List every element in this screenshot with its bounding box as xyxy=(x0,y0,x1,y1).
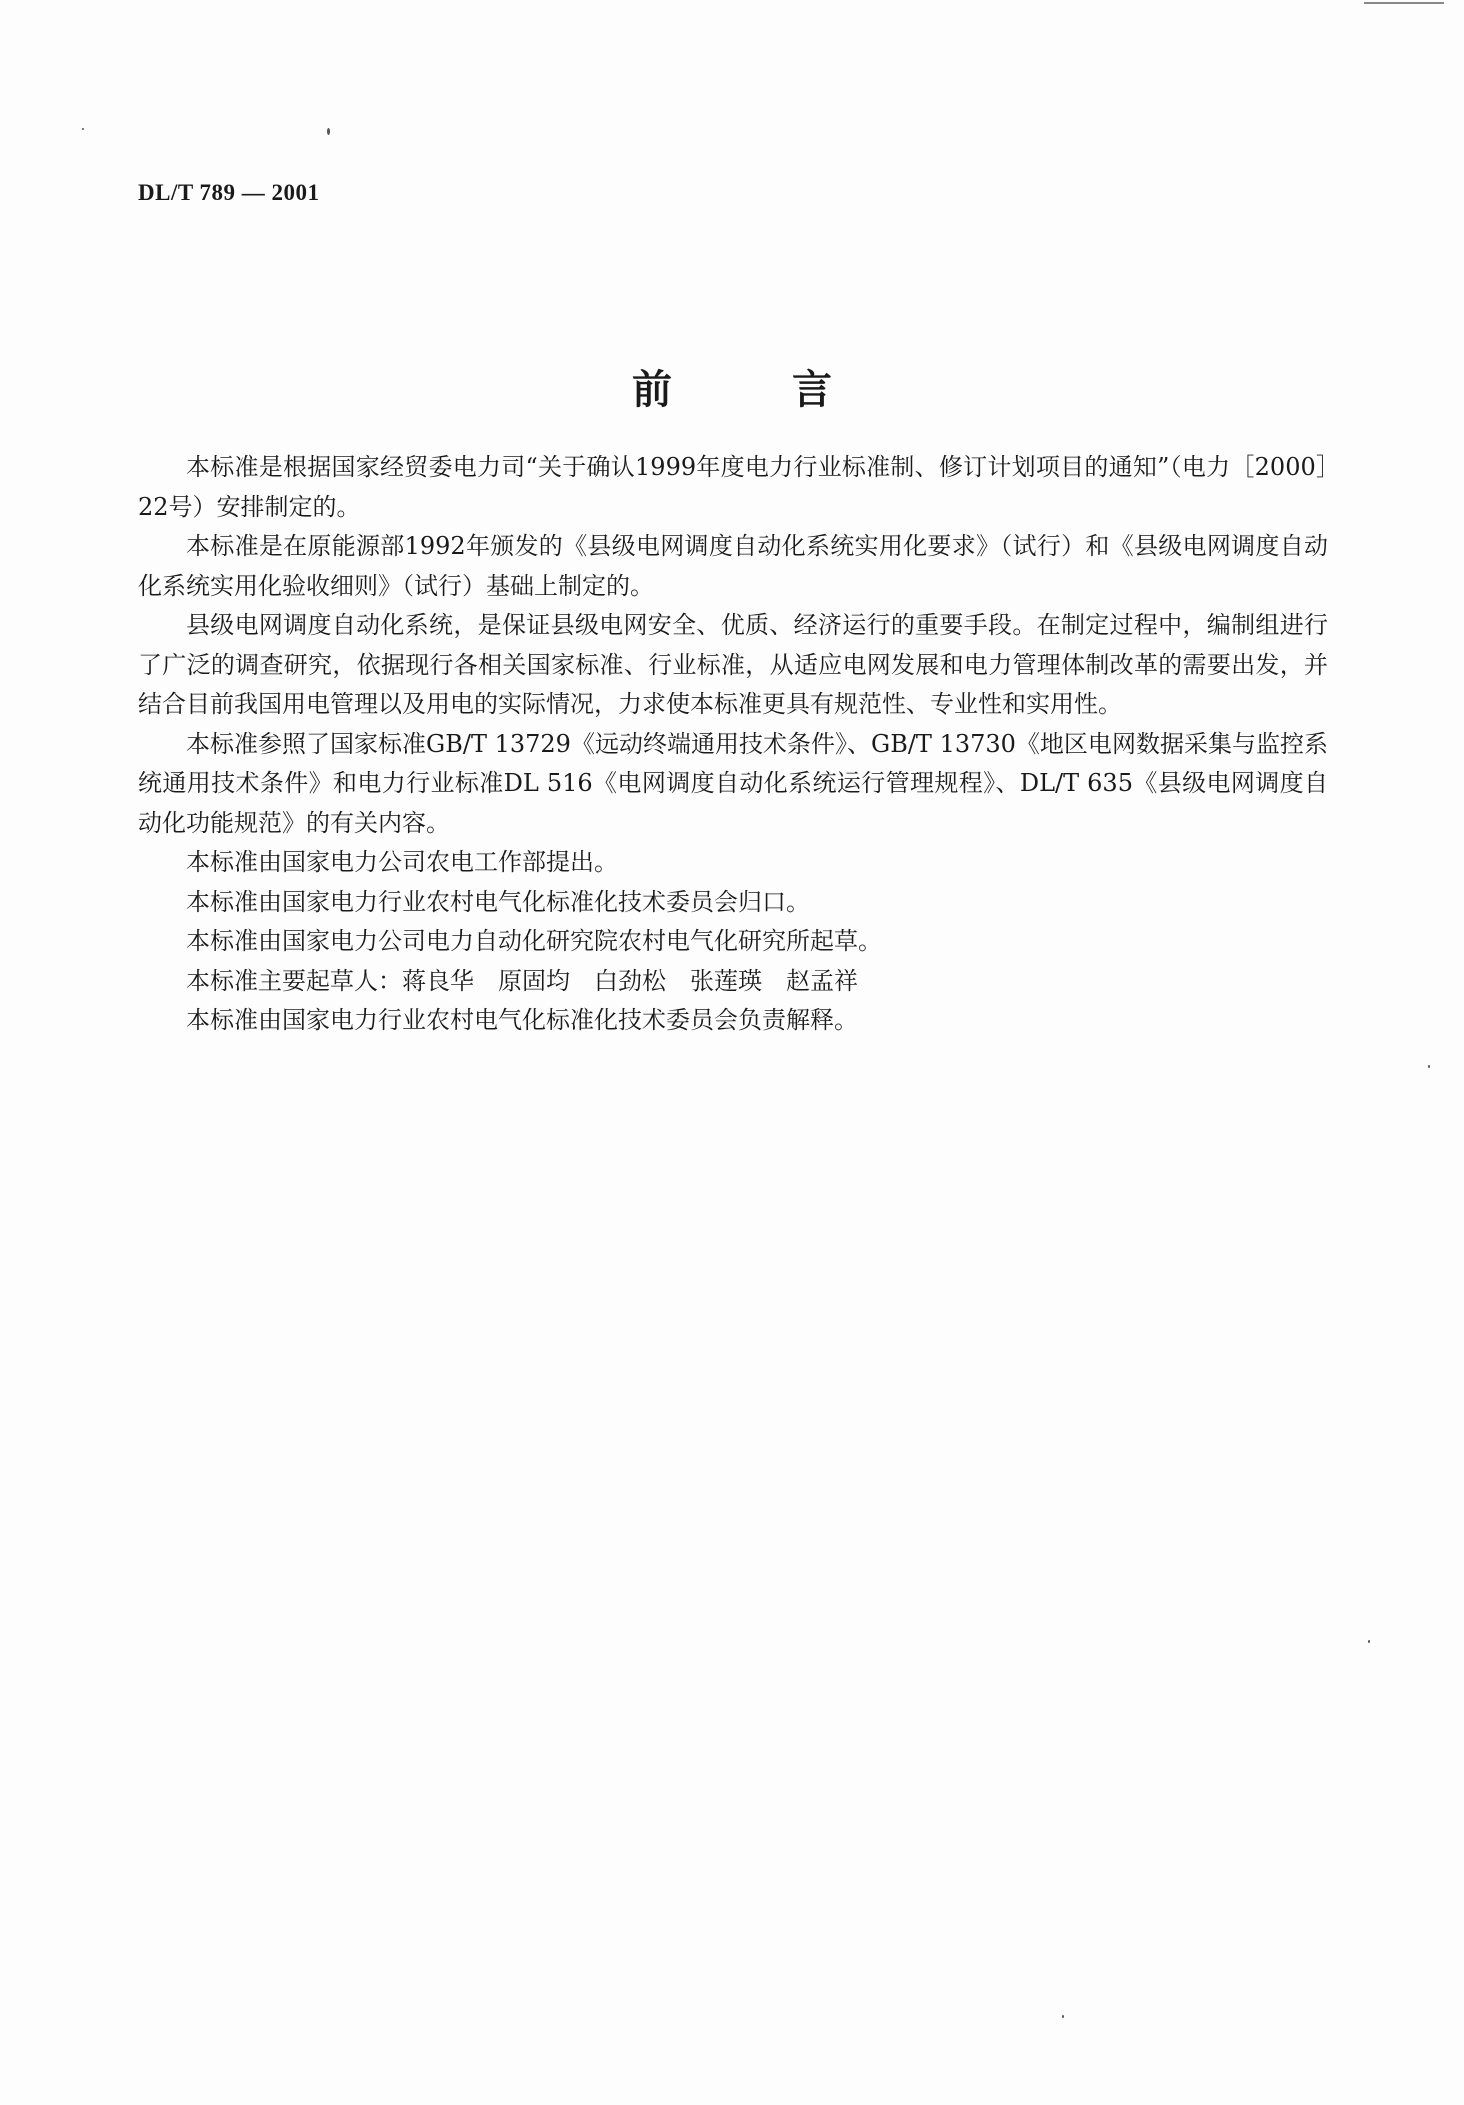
paragraph: 本标准由国家电力行业农村电气化标准化技术委员会归口。 xyxy=(186,887,810,916)
paragraph: 县级电网调度自动化系统，是保证县级电网安全、优质、经济运行的重要手段。在制定过程中，编制组进行了广泛的调查研究，依据现行各相关国家标准、行业标准，从适应电网发展和电力管理体制改革的需要出发，并结合目前我国用电管理以及用电的实际情况，力求使本标准更具有规范性、专业性和实用性。 xyxy=(138,611,1328,718)
scan-speck xyxy=(1428,1065,1430,1068)
paragraph: 本标准参照了国家标准GB/T 13729《远动终端通用技术条件》、GB/T 13730《地区电网数据采集与监控系统通用技术条件》和电力行业标准DL 516《电网调度自动化系统运行管理规程》、DL/T 635《县级电网调度自动化功能规范》的有关内容。 xyxy=(138,729,1328,837)
page-title: 前言 xyxy=(632,366,952,413)
document-code: DL/T 789 — 2001 xyxy=(138,180,320,205)
scan-speck xyxy=(327,128,330,135)
scan-speck xyxy=(1062,2015,1064,2018)
scan-speck xyxy=(1368,1640,1370,1643)
paragraph: 本标准主要起草人：蒋良华 原固均 白劲松 张莲瑛 赵孟祥 xyxy=(186,966,858,995)
scan-artifact xyxy=(1364,2,1444,4)
paragraph: 本标准是在原能源部1992年颁发的《县级电网调度自动化系统实用化要求》（试行）和《县级电网调度自动化系统实用化验收细则》（试行）基础上制定的。 xyxy=(138,532,1328,600)
foreword-body xyxy=(138,448,1328,1041)
paragraph: 本标准由国家电力公司电力自动化研究院农村电气化研究所起草。 xyxy=(186,927,882,955)
paragraph: 本标准是根据国家经贸委电力司“关于确认1999年度电力行业标准制、修订计划项目的通知”（电力［2000］22号）安排制定的。 xyxy=(138,453,1328,521)
scan-speck xyxy=(82,128,84,130)
paragraph: 本标准由国家电力行业农村电气化标准化技术委员会负责解释。 xyxy=(186,1006,858,1034)
paragraph: 本标准由国家电力公司农电工作部提出。 xyxy=(186,848,618,876)
